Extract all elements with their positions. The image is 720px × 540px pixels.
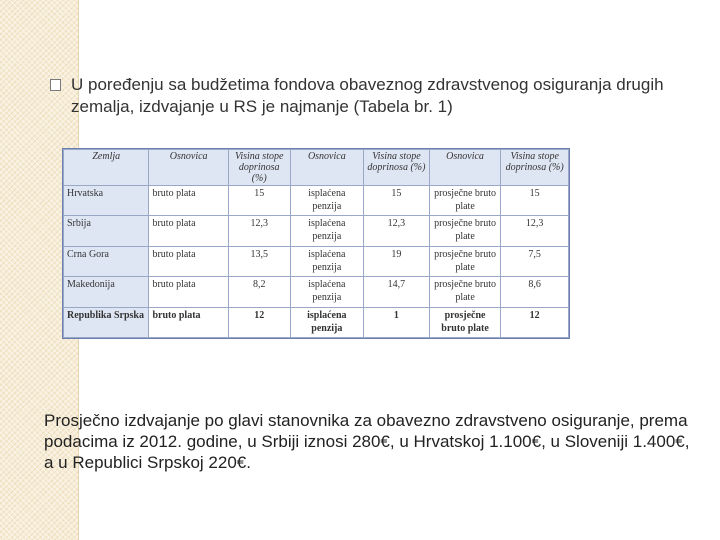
header-basis: Osnovica bbox=[290, 150, 364, 186]
table-row bbox=[64, 307, 569, 337]
country-cell: Srbija bbox=[64, 216, 149, 246]
rate-cell: 8,6 bbox=[501, 277, 569, 307]
rate-cell: 8,2 bbox=[228, 277, 290, 307]
rate-cell: 14,7 bbox=[364, 277, 430, 307]
summary-paragraph: Prosječno izdvajanje po glavi stanovnika za obavezno zdravstveno osiguranje, prema podacima iz 2012. godine, u Srbiji iznosi 280€, u Hrvatskoj 1.100€, u Sloveniji 1.400€, a u Republici Srpskoj 220€. bbox=[44, 411, 690, 472]
rate-cell: 1 bbox=[364, 307, 430, 337]
basis-cell: bruto plata bbox=[149, 186, 228, 216]
country-cell: Crna Gora bbox=[64, 246, 149, 276]
basis-cell: prosječne bruto plate bbox=[429, 307, 501, 337]
basis-cell: prosječne bruto plate bbox=[429, 277, 501, 307]
header-rate: Visina stope doprinosa (%) bbox=[364, 150, 430, 186]
basis-cell: prosječne bruto plate bbox=[429, 216, 501, 246]
basis-cell: isplaćena penzija bbox=[290, 246, 364, 276]
basis-cell: bruto plata bbox=[149, 246, 228, 276]
rate-cell: 12 bbox=[501, 307, 569, 337]
country-cell: Hrvatska bbox=[64, 186, 149, 216]
rate-cell: 12,3 bbox=[228, 216, 290, 246]
bullet-text: U poređenju sa budžetima fondova obaveznog zdravstvenog osiguranja drugih zemalja, izdvajanje u RS je najmanje (Tabela br. 1) bbox=[71, 75, 664, 116]
header-basis: Osnovica bbox=[149, 150, 228, 186]
basis-cell: isplaćena penzija bbox=[290, 216, 364, 246]
bullet-point bbox=[50, 74, 700, 118]
basis-cell: bruto plata bbox=[149, 277, 228, 307]
country-cell: Makedonija bbox=[64, 277, 149, 307]
table-row bbox=[64, 246, 569, 276]
rate-cell: 15 bbox=[501, 186, 569, 216]
rate-cell: 12,3 bbox=[501, 216, 569, 246]
data-table bbox=[63, 149, 569, 338]
header-rate: Visina stope doprinosa (%) bbox=[501, 150, 569, 186]
header-country: Zemlja bbox=[64, 150, 149, 186]
rate-cell: 12 bbox=[228, 307, 290, 337]
rate-cell: 13,5 bbox=[228, 246, 290, 276]
basis-cell: bruto plata bbox=[149, 307, 228, 337]
basis-cell: prosječne bruto plate bbox=[429, 186, 501, 216]
rate-cell: 7,5 bbox=[501, 246, 569, 276]
contribution-rates-table bbox=[62, 148, 570, 339]
rate-cell: 19 bbox=[364, 246, 430, 276]
rate-cell: 12,3 bbox=[364, 216, 430, 246]
table-row bbox=[64, 186, 569, 216]
basis-cell: isplaćena penzija bbox=[290, 186, 364, 216]
table-row bbox=[64, 277, 569, 307]
rate-cell: 15 bbox=[364, 186, 430, 216]
rate-cell: 15 bbox=[228, 186, 290, 216]
basis-cell: prosječne bruto plate bbox=[429, 246, 501, 276]
table-header-row bbox=[64, 150, 569, 186]
basis-cell: isplaćena penzija bbox=[290, 307, 364, 337]
country-cell: Republika Srpska bbox=[64, 307, 149, 337]
checkbox-bullet-icon bbox=[50, 79, 61, 91]
header-basis: Osnovica bbox=[429, 150, 501, 186]
basis-cell: isplaćena penzija bbox=[290, 277, 364, 307]
header-rate: Visina stope doprinosa (%) bbox=[228, 150, 290, 186]
basis-cell: bruto plata bbox=[149, 216, 228, 246]
table-row bbox=[64, 216, 569, 246]
